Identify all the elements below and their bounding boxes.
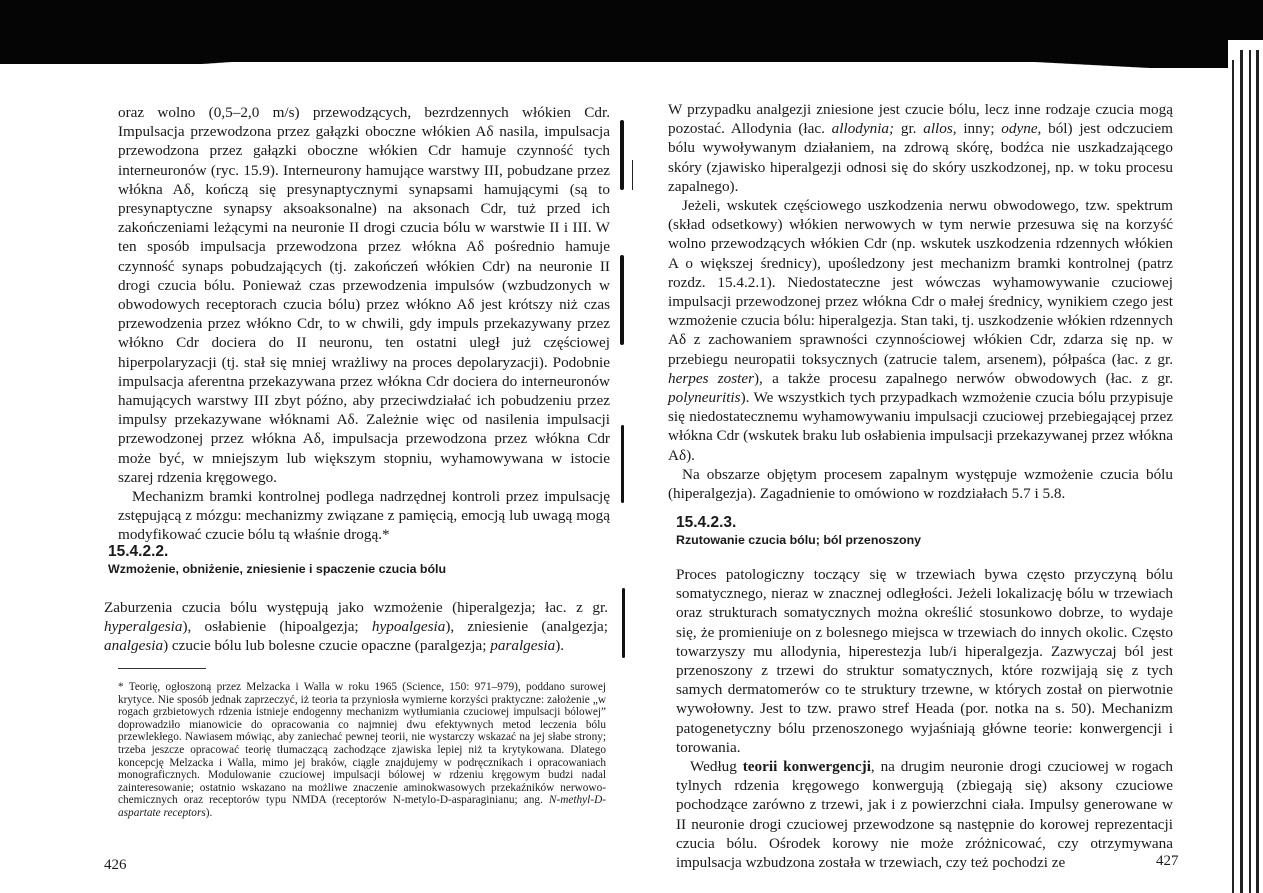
section-number: 15.4.2.2. [108,543,169,560]
scan-line [1232,60,1234,893]
scan-shadow-left [0,40,640,64]
paragraph: W przypadku analgezji zniesione jest czucie bólu, lecz inne rodzaje czucia mogą pozostać. Allodynia (łac. allodynia; gr. allos, inny; odyne, ból) jest odczuciem bólu wywoływanym działaniem, na zdrową skórę, bodźca nie uszkadzającego skóry (zjawisko hiperalgezji odnosi się do skóry uszkodzonej, np. w toku procesu zapalnego). [668,101,1173,195]
paragraph: Według teorii konwergencji, na drugim neuronie drogi czuciowej w rogach tylnych rdzenia kręgowego konwergują (zbiegają się) aksony czuciowe pochodzące zarówno z trzewi, jak i z powierzchni ciała. Impulsy generowane w II neuronie drogi czuciowej przewodzone są następnie do korowej reprezentacji czucia bólu. Ośrodek korowy nie może zróżnicować, czy otrzymywana impulsacja wzbudzona została w trzewiach, czy też pochodzi ze [676,758,1174,872]
scan-mark [632,160,633,190]
scan-mark [620,255,624,345]
left-body-text [118,103,610,545]
section-title: Rzutowanie czucia bólu; ból przenoszony [676,533,922,547]
scan-dark-border [0,0,1263,62]
left-section-text [104,598,608,656]
scan-mark [622,588,625,658]
scan-mark [620,120,624,190]
scan-mark [621,425,624,503]
section-title: Wzmożenie, obniżenie, zniesienie i spaczenie czucia bólu [108,562,447,576]
footnote-rule [118,668,206,669]
scan-shadow-right [630,40,1263,68]
paragraph: Zaburzenia czucia bólu występują jako wzmożenie (hiperalgezja; łac. z gr. hyperalgesia), osłabienie (hipoalgezja; hypoalgesia), zniesienie (analgezja; analgesia) czucie bólu lub bolesne czucie opaczne (paralgezja; paralgesia). [104,599,608,655]
section-heading [108,543,608,577]
section-heading [676,514,1176,548]
page-number-right: 427 [1156,853,1179,869]
paragraph: Na obszarze objętym procesem zapalnym występuje wzmożenie czucia bólu (hiperalgezja). Zagadnienie to omówiono w rozdziałach 5.7 i 5.8. [668,465,1173,503]
paragraph: Jeżeli, wskutek częściowego uszkodzenia nerwu obwodowego, tzw. spektrum (skład odsetkowy) włókien nerwowych w tym nerwie przesuwa się na korzyść wolno przewodzących włókien Cdr (np. wskutek uszkodzenia rdzennych włókien A o większej średnicy), upośledzony jest mechanizm bramki kontrolnej (patrz rozdz. 15.4.2.1). Niedostateczne jest wówczas wyhamowywanie czuciowej impulsacji przewodzonej przez włókna Cdr o małej średnicy, wynikiem czego jest wzmożenie czucia bólu: hiperalgezja. Stan taki, tj. uszkodzenie włókien rdzennych Aδ z zachowaniem sprawności czynnościowej włókien Cdr, zdarza się np. w przebiegu neuropatii toksycznych (zatrucie talem, arsenem), półpaśca (łac. z gr. herpes zoster), a także procesu zapalnego nerwów obwodowych (łac. z gr. polyneuritis). We wszystkich tych przypadkach wzmożenie czucia bólu przypisuje się niedostatecznemu wyhamowywaniu impulsacji czuciowej przebiegającej przez włókna Cdr (wskutek braku lub osłabienia impulsacji przekazywanej przez włókna Aδ). [668,197,1173,464]
scan-line [1249,50,1251,893]
paragraph: Proces patologiczny toczący się w trzewiach bywa często przyczyną bólu somatycznego, nieraz w znacznej odległości. Jeżeli lokalizację bólu w trzewiach oraz strukturach somatycznych można określić stosunkowo dobrze, to wydaje się, że promieniuje on z bolesnego miejsca w trzewiach do innych okolic. Często towarzyszy mu allodynia, hiperestezja lub/i hiperalgezja. Zazwyczaj ból jest przenoszony z trzewi do struktur somatycznych, które rozwijają się z tych samych dermatomerów co te struktury trzewne, w których został on pierwotnie wywołowny. Jest to tzw. prawo stref Heada (por. notka na s. 50). Mechanizm patogenetyczny bólu przenoszonego wyjaśniają główne teorie: konwergencji i torowania. [676,566,1173,756]
paragraph: Mechanizm bramki kontrolnej podlega nadrzędnej kontroli przez impulsację zstępującą z mózgu: mechanizmy związane z pamięcią, emocją lub uwagą mogą modyfikować czucie bólu tą właśnie drogą.* [118,488,610,544]
scan-line [1240,50,1243,893]
scan-edge [1228,40,1263,893]
section-number: 15.4.2.3. [676,514,737,531]
right-section-text [676,565,1173,872]
right-body-text [668,100,1173,503]
footnote: * Teorię, ogłoszoną przez Melzacka i Walla w roku 1965 (Science, 150: 971–979), poddano surowej krytyce. Nie sposób jednak zaprzeczyć, iż teoria ta przyniosła wymierne korzyści praktyczne: założenie „w rogach grzbietowych rdzenia istnieje endogenny mechanizm wytłumiania czuciowej impulsacji bólowej” doprowadziło mianowicie do opracowania co najmniej dwu efektywnych metod leczenia bólu przewlekłego. Nawiasem mówiąc, aby zaniechać pewnej teorii, nie wystarczy wskazać na jej słabe strony; trzeba jeszcze opracować teorię tłumaczącą zachodzące zjawiska lepiej niż ta krytykowana. Dlatego koncepcję Melzacka i Walla, mimo jej braków, ciągle znajdujemy w podręcznikach i opracowaniach monograficznych. Modulowanie czuciowej impulsacji bólowej w rdzeniu kręgowym budzi nadal zainteresowanie; ostatnio wskazano na możliwe znaczenie aminokwasowych przekaźników nerwowo-chemicznych oraz receptorów typu NMDA (receptorów N-metylo-D-asparaginianu; ang. N-methyl-D-aspartate receptors). [118,681,606,819]
page-number-left: 426 [104,857,127,873]
paragraph: oraz wolno (0,5–2,0 m/s) przewodzących, bezrdzennych włókien Cdr. Impulsacja przewodzona przez gałązki oboczne włókien Aδ nasila, impulsacja przewodzona przez gałązki oboczne włókien Cdr hamuje czynność tych interneuronów (ryc. 15.9). Interneurony hamujące warstwy III, pobudzane przez włókna Aδ, kończą się presynaptycznymi synapsami hamującymi (są to presynaptyczne synapsy aksoaksonalne) na aksonach Cdr, tuż przed ich zakończeniami leżącymi na neuronie II drogi czucia bólu w warstwie II i III. W ten sposób impulsacja przewodzona przez włókna Aδ pośrednio hamuje czynność synaps pobudzających (tj. zakończeń włókien Cdr) na neuronie II drogi czucia bólu. Ponieważ czas przewodzenia impulsów (wzbudzonych w obwodowych receptorach czucia bólu) przez włókno Aδ jest krótszy niż czas przewodzenia przez włókno Cdr, to w chwili, gdy impuls przekazywany przez włókno Cdr dociera do II neuronu, ten ostatni uległ już częściowej hiperpolaryzacji (tj. stał się mniej wrażliwy na proces depolaryzacji). Podobnie impulsacja aferentna przekazywana przez włókna Cdr dociera do interneuronów hamujących warstwy III zbyt późno, aby przeciwdziałać ich pobudzeniu przez impulsy przekazywane włóknami Aδ. Zależnie więc od nasilenia impulsacji przewodzonej przez włókna Aδ, impulsacja przewodzona przez włókna Cdr może być, w mniejszym lub większym stopniu, wyhamowywana w istocie szarej rdzenia kręgowego. [118,104,610,486]
scan-line [1256,50,1259,893]
